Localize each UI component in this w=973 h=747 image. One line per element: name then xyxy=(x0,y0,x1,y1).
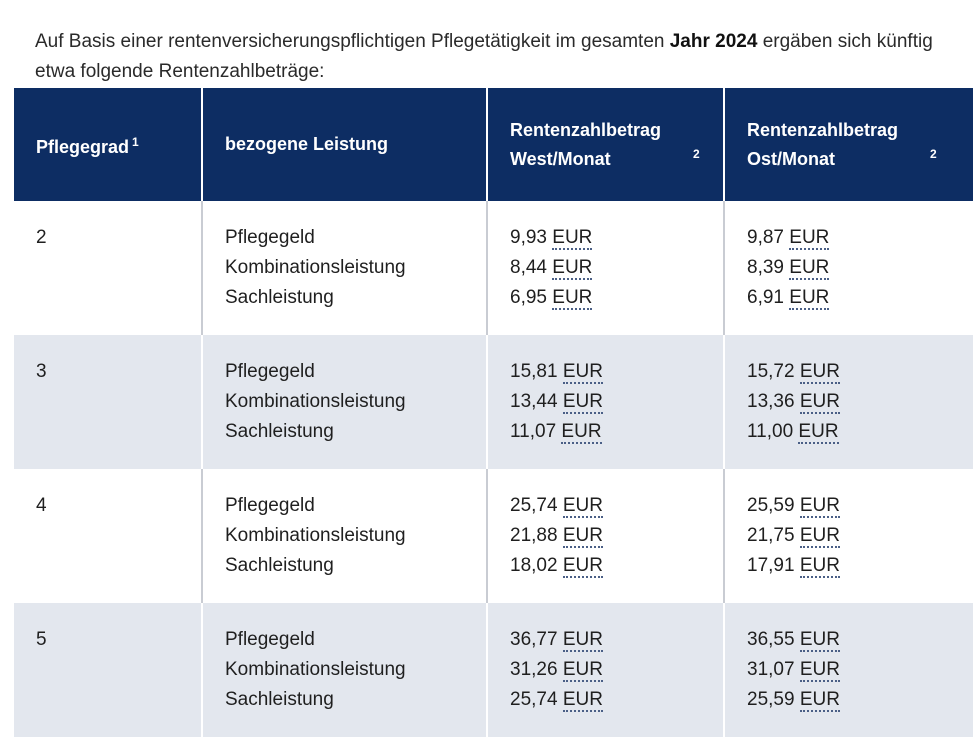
amount xyxy=(510,685,723,715)
amount xyxy=(510,417,723,447)
benefit-label: Sachleistung xyxy=(225,287,334,308)
amount-value: 15,72 xyxy=(747,361,795,382)
cell-pflegegrad: 2 xyxy=(14,201,202,335)
cell-pflegegrad: 4 xyxy=(14,469,202,603)
currency-abbr[interactable]: EUR xyxy=(562,629,603,650)
benefit-label: Sachleistung xyxy=(225,689,334,710)
currency-abbr[interactable]: EUR xyxy=(552,227,593,248)
amount-value: 25,74 xyxy=(510,689,558,710)
cell-leistung xyxy=(202,201,487,335)
amount-value: 18,02 xyxy=(510,555,558,576)
benefit-label: Kombinationsleistung xyxy=(225,391,406,412)
benefit-label: Sachleistung xyxy=(225,555,334,576)
currency-abbr[interactable]: EUR xyxy=(799,361,840,382)
amount-value: 6,91 xyxy=(747,287,784,308)
amount xyxy=(510,283,723,313)
currency-abbr[interactable]: EUR xyxy=(789,287,830,308)
footnote-ref[interactable]: 2 xyxy=(693,146,700,161)
amount-value: 25,59 xyxy=(747,689,795,710)
cell-ost xyxy=(724,335,973,469)
table-row xyxy=(14,469,973,603)
intro-text xyxy=(35,27,955,87)
currency-abbr[interactable]: EUR xyxy=(552,257,593,278)
amount xyxy=(747,521,973,551)
currency-abbr[interactable]: EUR xyxy=(799,659,840,680)
header-label: bezogene Leistung xyxy=(225,134,389,154)
amount xyxy=(510,223,723,253)
currency-abbr[interactable]: EUR xyxy=(562,555,603,576)
amount xyxy=(747,223,973,253)
currency-abbr[interactable]: EUR xyxy=(798,421,839,442)
footnote-ref[interactable]: 2 xyxy=(930,146,937,161)
cell-ost xyxy=(724,469,973,603)
amount xyxy=(510,357,723,387)
benefit-label: Pflegegeld xyxy=(225,227,315,248)
amount xyxy=(747,417,973,447)
cell-leistung xyxy=(202,603,487,737)
pension-table xyxy=(14,88,973,737)
currency-abbr[interactable]: EUR xyxy=(552,287,593,308)
cell-west xyxy=(487,335,724,469)
intro-before: Auf Basis einer rentenversicherungspflichtigen Pflegetätigkeit im gesamten xyxy=(35,31,670,52)
currency-abbr[interactable]: EUR xyxy=(799,555,840,576)
amount-value: 21,88 xyxy=(510,525,558,546)
intro-year: Jahr 2024 xyxy=(669,31,758,52)
currency-abbr[interactable]: EUR xyxy=(789,227,830,248)
cell-ost xyxy=(724,201,973,335)
amount xyxy=(510,521,723,551)
benefit-label: Sachleistung xyxy=(225,421,334,442)
header-leistung xyxy=(202,88,487,201)
table-row xyxy=(14,201,973,335)
amount xyxy=(510,491,723,521)
benefit-label: Kombinationsleistung xyxy=(225,659,406,680)
currency-abbr[interactable]: EUR xyxy=(562,659,603,680)
benefit-label: Kombinationsleistung xyxy=(225,525,406,546)
amount-value: 11,00 xyxy=(747,421,794,442)
currency-abbr[interactable]: EUR xyxy=(561,421,602,442)
amount xyxy=(747,387,973,417)
currency-abbr[interactable]: EUR xyxy=(562,361,603,382)
amount-value: 25,74 xyxy=(510,495,558,516)
amount-value: 31,26 xyxy=(510,659,558,680)
amount xyxy=(510,625,723,655)
amount xyxy=(747,253,973,283)
benefit-label: Kombinationsleistung xyxy=(225,257,406,278)
currency-abbr[interactable]: EUR xyxy=(562,689,603,710)
cell-leistung xyxy=(202,469,487,603)
amount-value: 9,87 xyxy=(747,227,784,248)
intro-after: ergäben sich künftig etwa folgende Rentenzahlbeträge: xyxy=(35,31,933,82)
amount-value: 6,95 xyxy=(510,287,547,308)
amount-value: 13,44 xyxy=(510,391,558,412)
header-west xyxy=(487,88,724,201)
amount-value: 9,93 xyxy=(510,227,547,248)
table-row xyxy=(14,335,973,469)
amount-value: 31,07 xyxy=(747,659,795,680)
header-label: Rentenzahlbetrag Ost/Monat xyxy=(747,119,899,169)
currency-abbr[interactable]: EUR xyxy=(799,525,840,546)
cell-pflegegrad: 5 xyxy=(14,603,202,737)
cell-west xyxy=(487,603,724,737)
amount xyxy=(747,551,973,581)
footnote-ref[interactable]: 1 xyxy=(132,134,139,149)
amount xyxy=(747,625,973,655)
amount-value: 13,36 xyxy=(747,391,795,412)
amount-value: 8,44 xyxy=(510,257,547,278)
amount xyxy=(510,253,723,283)
currency-abbr[interactable]: EUR xyxy=(799,629,840,650)
cell-pflegegrad: 3 xyxy=(14,335,202,469)
amount xyxy=(510,551,723,581)
cell-west xyxy=(487,469,724,603)
currency-abbr[interactable]: EUR xyxy=(799,689,840,710)
currency-abbr[interactable]: EUR xyxy=(562,495,603,516)
amount-value: 25,59 xyxy=(747,495,795,516)
cell-ost xyxy=(724,603,973,737)
amount-value: 15,81 xyxy=(510,361,558,382)
cell-leistung xyxy=(202,335,487,469)
header-pflegegrad xyxy=(14,88,202,201)
amount xyxy=(510,655,723,685)
amount xyxy=(747,283,973,313)
amount-value: 11,07 xyxy=(510,421,557,442)
amount xyxy=(510,387,723,417)
header-label: Pflegegrad xyxy=(36,136,130,157)
amount xyxy=(747,357,973,387)
amount-value: 17,91 xyxy=(747,555,795,576)
header-label: Rentenzahlbetrag West/Monat xyxy=(510,119,662,169)
currency-abbr[interactable]: EUR xyxy=(562,391,603,412)
benefit-label: Pflegegeld xyxy=(225,495,315,516)
currency-abbr[interactable]: EUR xyxy=(562,525,603,546)
currency-abbr[interactable]: EUR xyxy=(799,495,840,516)
amount-value: 8,39 xyxy=(747,257,784,278)
amount xyxy=(747,655,973,685)
table-header-row xyxy=(14,88,973,201)
amount xyxy=(747,685,973,715)
currency-abbr[interactable]: EUR xyxy=(799,391,840,412)
header-ost xyxy=(724,88,973,201)
currency-abbr[interactable]: EUR xyxy=(789,257,830,278)
amount-value: 36,55 xyxy=(747,629,795,650)
amount-value: 21,75 xyxy=(747,525,795,546)
benefit-label: Pflegegeld xyxy=(225,361,315,382)
table-row xyxy=(14,603,973,737)
amount-value: 36,77 xyxy=(510,629,558,650)
benefit-label: Pflegegeld xyxy=(225,629,315,650)
amount xyxy=(747,491,973,521)
cell-west xyxy=(487,201,724,335)
